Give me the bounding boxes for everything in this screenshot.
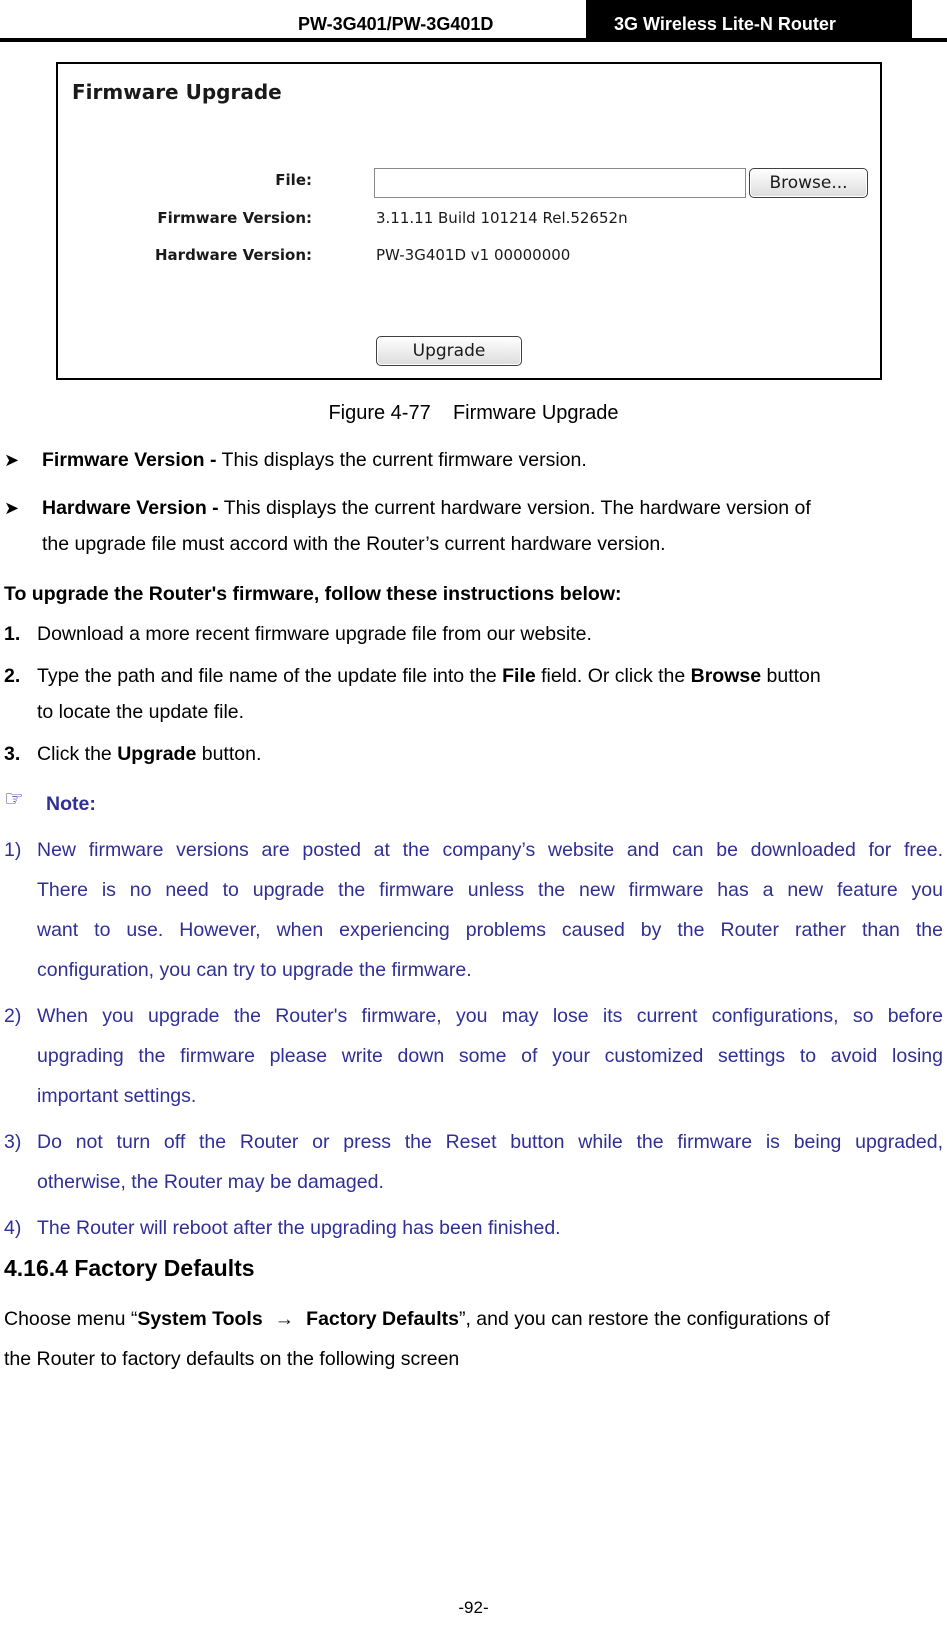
section-paragraph-line2: the Router to factory defaults on the following screen	[4, 1348, 460, 1370]
section-paragraph: Choose menu “System Tools → Factory Defaults”, and you can restore the configurations of	[4, 1308, 830, 1330]
pointing-hand-icon: ☞	[4, 786, 24, 811]
bullet-hardware-line2: the upgrade file must accord with the Router’s current hardware version.	[42, 533, 666, 555]
note-label: Note:	[46, 793, 96, 815]
firmware-version-value: 3.11.11 Build 101214 Rel.52652n	[376, 209, 628, 227]
bullet-firmware: Firmware Version - This displays the current firmware version.	[42, 449, 587, 471]
note-3-line: otherwise, the Router may be damaged.	[37, 1171, 384, 1193]
file-label: File:	[275, 171, 312, 189]
step-number: 1.	[4, 623, 21, 645]
header-model: PW-3G401/PW-3G401D	[298, 14, 494, 34]
note-1-line: want to use. However, when experiencing problems caused by the Router rather than the	[37, 919, 943, 941]
file-input[interactable]	[374, 168, 746, 198]
note-1-line: New firmware versions are posted at the company’s website and can be downloaded for free.	[37, 839, 943, 861]
figure-caption: Figure 4-77 Firmware Upgrade	[328, 402, 619, 424]
step-3-text: Click the Upgrade button.	[37, 743, 262, 765]
arrow-right-icon: →	[274, 1308, 295, 1330]
instructions-heading: To upgrade the Router's firmware, follow these instructions below:	[4, 583, 622, 605]
note-number: 3)	[4, 1131, 22, 1153]
step-1-text: Download a more recent firmware upgrade file from our website.	[37, 623, 592, 645]
section-heading: 4.16.4 Factory Defaults	[4, 1255, 255, 1281]
note-number: 2)	[4, 1005, 22, 1027]
header-rule	[0, 38, 947, 42]
page-header	[0, 0, 947, 44]
step-2-line2: to locate the update file.	[37, 701, 245, 723]
hardware-version-value: PW-3G401D v1 00000000	[376, 246, 571, 264]
note-2-line: upgrading the firmware please write down some of your customized settings to avoid losing	[37, 1045, 943, 1067]
note-2-line: When you upgrade the Router's firmware, you may lose its current configurations, so before	[37, 1005, 943, 1027]
note-2-line: important settings.	[37, 1085, 197, 1107]
firmware-version-label: Firmware Version:	[157, 209, 312, 227]
browse-button[interactable]: Browse...	[749, 168, 868, 198]
note-4-line: The Router will reboot after the upgrading has been finished.	[37, 1217, 561, 1239]
note-3-line: Do not turn off the Router or press the Reset button while the firmware is being upgraded,	[37, 1131, 943, 1153]
figure-title: Firmware Upgrade	[72, 80, 282, 104]
note-1-line: configuration, you can try to upgrade the firmware.	[37, 959, 472, 981]
step-2-text: Type the path and file name of the update file into the File field. Or click the Browse button	[37, 665, 821, 687]
page-number: -92-	[458, 1598, 489, 1617]
bullet-arrow-icon: ➤	[4, 450, 20, 470]
header-product: 3G Wireless Lite-N Router	[586, 0, 912, 42]
note-number: 1)	[4, 839, 22, 861]
bullet-hardware: Hardware Version - This displays the current hardware version. The hardware version of	[42, 497, 811, 519]
note-1-line: There is no need to upgrade the firmware unless the new firmware has a new feature you	[37, 879, 943, 901]
firmware-upgrade-screenshot	[56, 62, 882, 380]
upgrade-button[interactable]: Upgrade	[376, 336, 522, 366]
hardware-version-label: Hardware Version:	[155, 246, 312, 264]
step-number: 3.	[4, 743, 21, 765]
bullet-arrow-icon: ➤	[4, 498, 20, 518]
note-number: 4)	[4, 1217, 22, 1239]
step-number: 2.	[4, 665, 21, 687]
